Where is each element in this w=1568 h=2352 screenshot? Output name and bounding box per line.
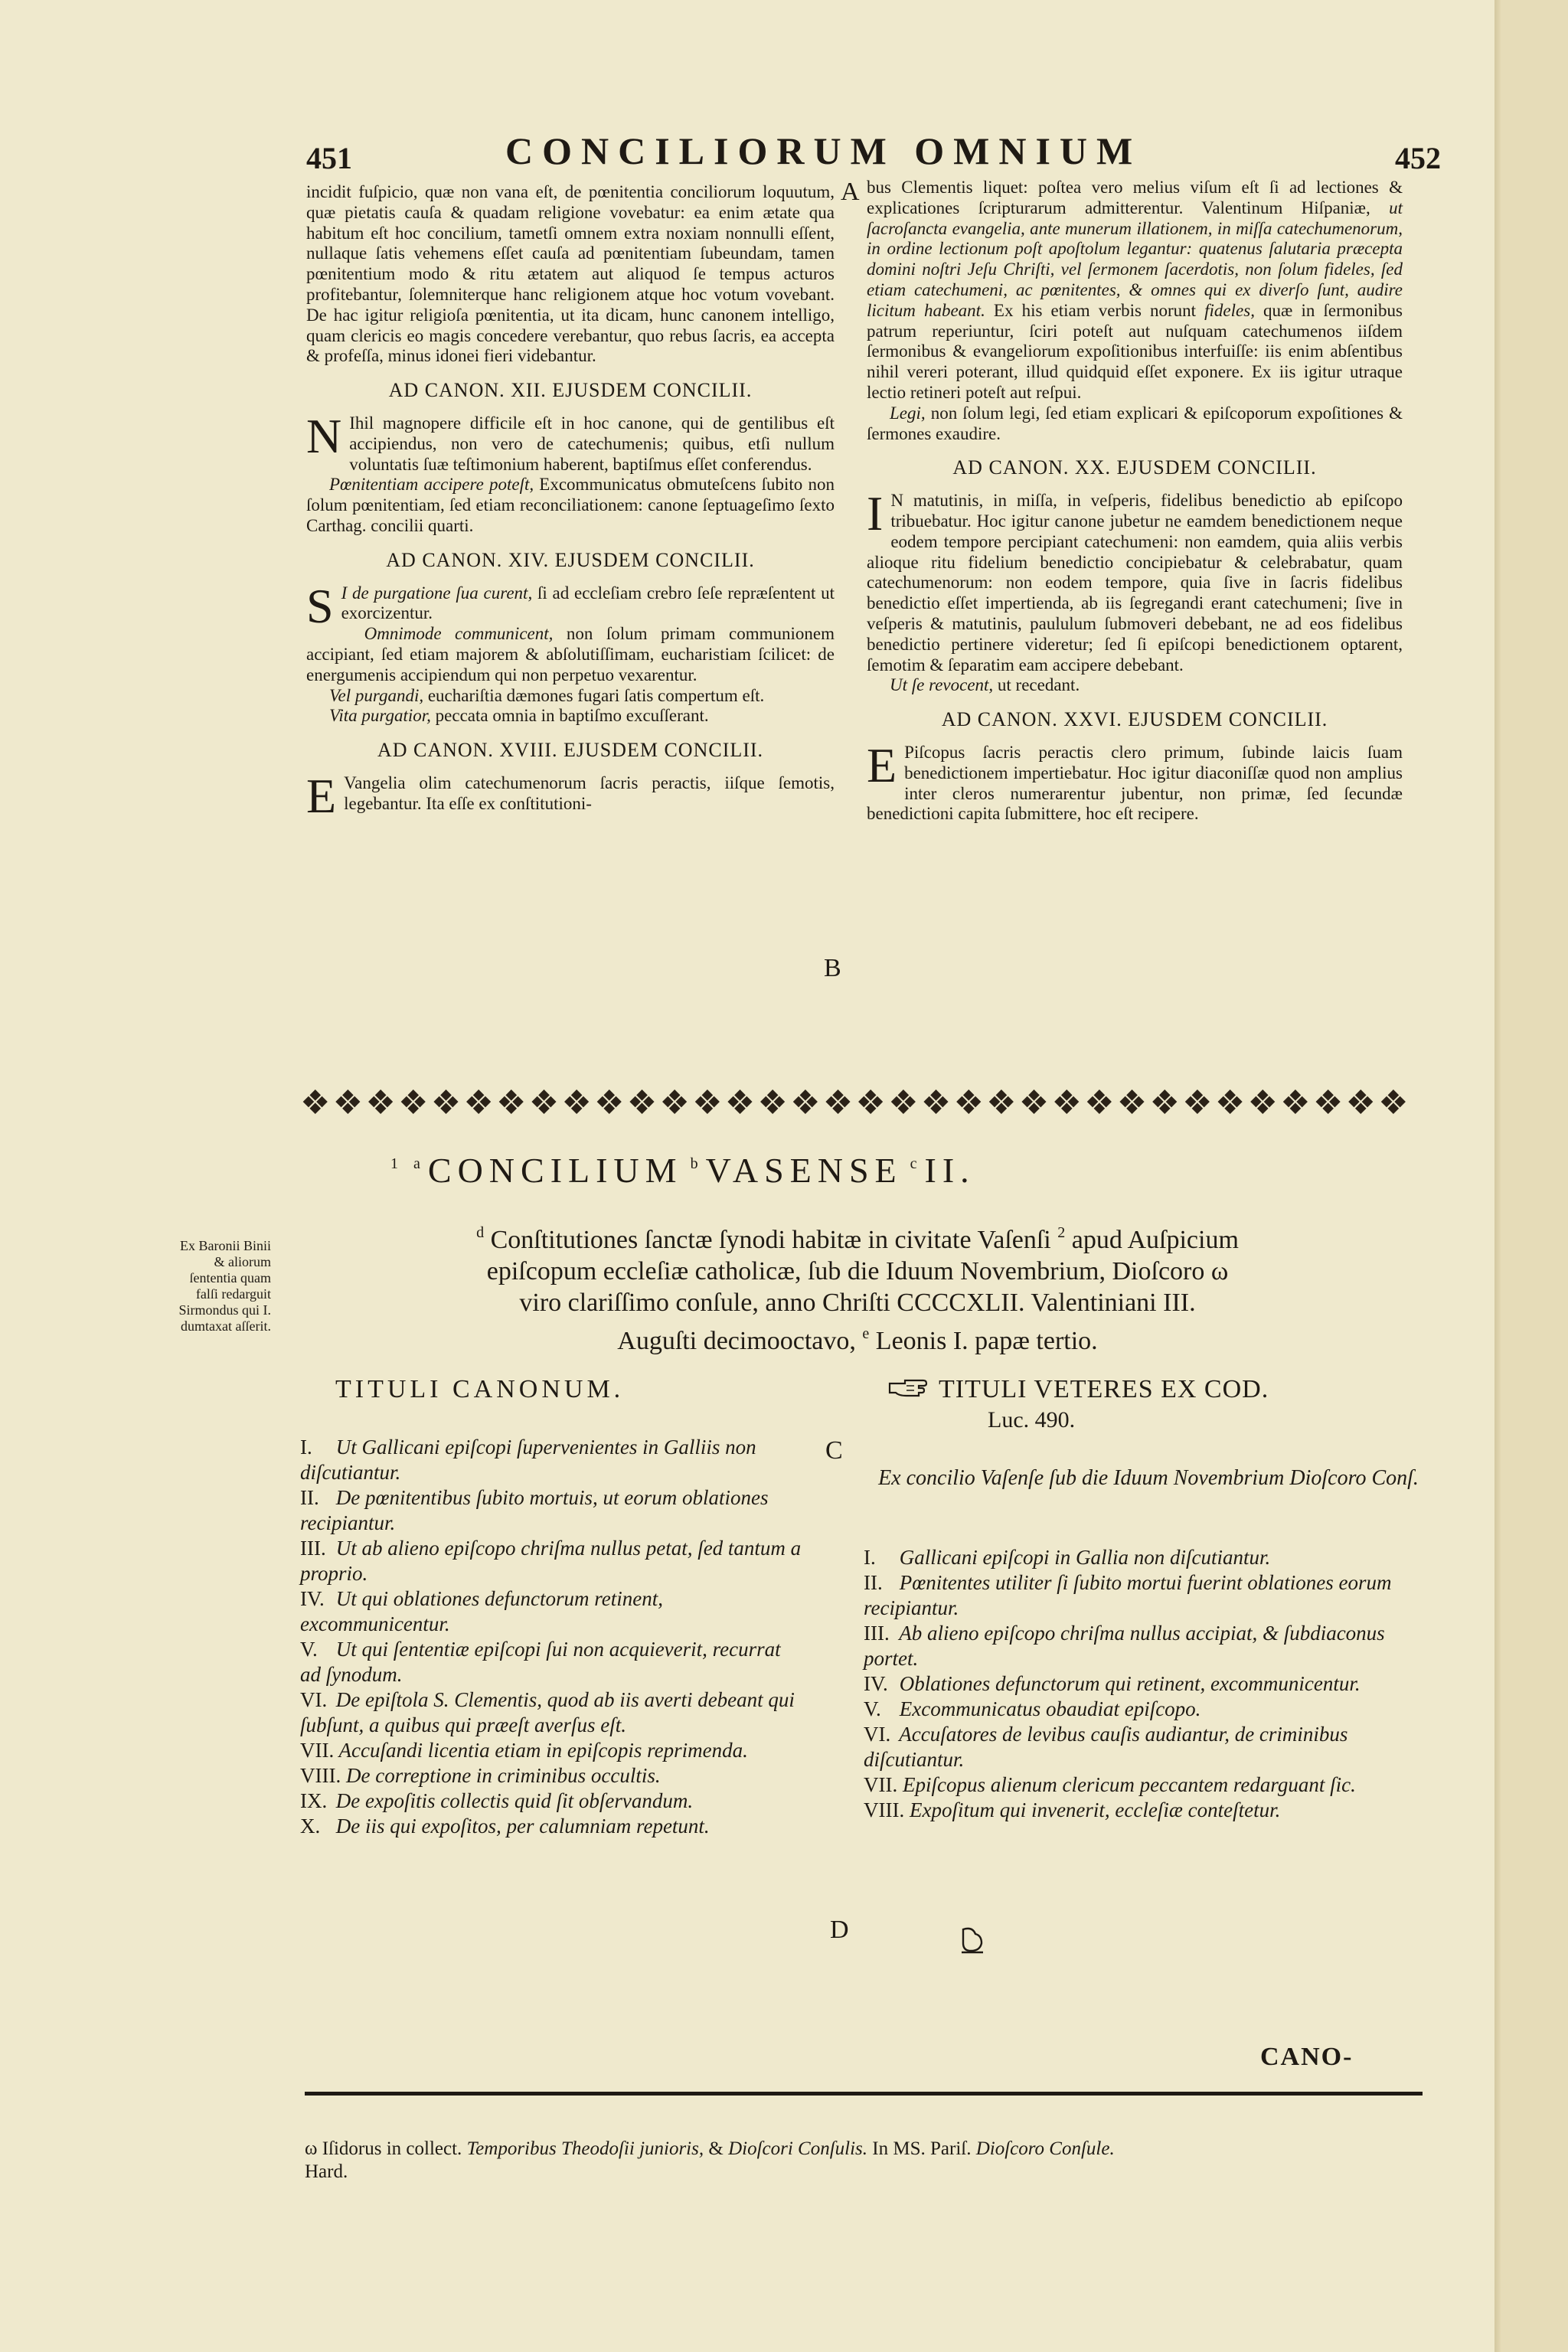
ornament-icon: ❖ <box>496 1084 527 1122</box>
running-title: CONCILIORUM OMNIUM <box>505 129 1142 172</box>
ornament-icon: ❖ <box>1116 1084 1148 1122</box>
title-item <box>300 1485 805 1536</box>
title-numeral: IX. <box>300 1789 328 1812</box>
paragraph: non ſolum legi, ſed etiam explicari & epiſcoporum expoſitiones & ſermones exaudire. <box>867 403 1403 443</box>
ornament-icon: ❖ <box>822 1084 854 1122</box>
council-title <box>383 1150 975 1191</box>
title-text: Gallicani epiſcopi in Gallia non diſcutiantur. <box>899 1546 1271 1569</box>
page-number-right: 452 <box>1395 141 1441 175</box>
paragraph: Excommunicatus obmuteſcens ſubito non ſolum pœnitentiam, ſed etiam reconciliationem: canone ſeptuageſimo ſexto Carthag. concilii quarti. <box>306 475 835 535</box>
ornament-icon: ❖ <box>1280 1084 1311 1122</box>
drop-cap: S <box>306 578 334 633</box>
footnote-ref: b <box>690 1155 698 1172</box>
margin-letter-a: A <box>841 178 860 206</box>
lemma: Legi, <box>890 403 926 423</box>
ornament-icon: ❖ <box>757 1084 788 1122</box>
page-number-left: 451 <box>306 141 352 175</box>
footnote-author: Hard. <box>305 2161 348 2182</box>
title-numeral: VII. <box>864 1773 898 1796</box>
ornament-icon: ❖ <box>1378 1084 1409 1122</box>
title-numeral: V. <box>300 1638 318 1661</box>
title-text: De expoſitis collectis quid ſit obſervandum. <box>335 1789 694 1812</box>
footnote-ref: c <box>910 1155 917 1172</box>
ornament-icon: ❖ <box>1084 1084 1115 1122</box>
title-item <box>864 1570 1407 1621</box>
tituli-veteres-heading <box>888 1375 1269 1406</box>
lemma: Vita purgatior, <box>329 706 431 726</box>
title-text: Ut qui oblationes defunctorum retinent, excommunicentur. <box>300 1587 663 1635</box>
council-title-word: CONCILIUM <box>427 1151 683 1190</box>
title-text: Ab alieno epiſcopo chriſma nullus accipiat, & ſubdiaconus portet. <box>864 1622 1385 1670</box>
title-numeral: VIII. <box>300 1764 341 1787</box>
facing-page-edge <box>1501 0 1568 2352</box>
subtitle-line: apud Auſpicium <box>1065 1226 1239 1254</box>
ornament-band <box>300 1084 1409 1122</box>
paragraph: Vangelia olim catechumenorum ſacris peractis, iiſque ſemotis, legebantur. Ita eſſe ex conſtitutioni- <box>344 773 835 813</box>
title-item <box>864 1722 1407 1772</box>
ornament-icon: ❖ <box>1247 1084 1278 1122</box>
ornament-icon: ❖ <box>1345 1084 1376 1122</box>
paragraph: Ex his etiam verbis norunt <box>985 300 1205 320</box>
title-numeral: VI. <box>864 1723 891 1746</box>
paragraph: Ihil magnopere difficile eſt in hoc canone, qui de gentilibus eſt accipiendus, non vero de catechumenis; quibus, etſi nullum voluntatis ſuæ teſtimonium haberent, baptiſmus eſſet conferendus. <box>349 413 835 474</box>
footnote-ref: d <box>476 1224 485 1241</box>
ornament-icon: ❖ <box>920 1084 952 1122</box>
ornament-icon: ❖ <box>953 1084 984 1122</box>
ornament-icon: ❖ <box>692 1084 723 1122</box>
title-text: Oblationes defunctorum qui retinent, excommunicentur. <box>899 1672 1361 1695</box>
title-numeral: X. <box>300 1815 321 1838</box>
ornament-icon: ❖ <box>332 1084 364 1122</box>
title-text: Epiſcopus alienum clericum peccantem redarguant ſic. <box>902 1773 1356 1796</box>
ornament-icon: ❖ <box>398 1084 429 1122</box>
section-heading: AD CANON. XII. EJUSDEM CONCILII. <box>388 379 753 402</box>
title-numeral: IV. <box>300 1587 325 1610</box>
paragraph: quæ in ſermonibus patrum reperiuntur, ſciri poteſt aut nuſquam catechumenos iiſdem ſermonibus & evangeliorum expoſitionibus interfuiſſe: iis enim abſentibus nihil vereri poterant, illud quidquid eſſet exponere. Ex iis igitur utraque lectio retineri poteſt aut reſpui. <box>867 300 1403 402</box>
margin-letter-d: D <box>830 1916 849 1944</box>
pointing-hand-icon <box>888 1377 928 1406</box>
title-text: Expoſitum qui invenerit, eccleſiæ conteſtetur. <box>909 1798 1281 1821</box>
footnote-text: & <box>704 2138 729 2159</box>
paragraph: euchariſtia dæmones fugari ſatis compertum eſt. <box>423 685 765 705</box>
section-heading: AD CANON. XX. EJUSDEM CONCILII. <box>952 456 1317 479</box>
footnote-ref: a <box>413 1155 420 1172</box>
council-subtitle <box>314 1217 1401 1357</box>
title-numeral: VIII. <box>864 1798 905 1821</box>
title-text: Pœnitentes utiliter ſi ſubito mortui fuerint oblationes eorum recipiantur. <box>864 1571 1392 1619</box>
ornament-icon: ❖ <box>659 1084 690 1122</box>
title-numeral: III. <box>300 1537 326 1560</box>
subtitle-line: Conſtitutiones ſanctæ ſynodi habitæ in civitate Vaſenſi <box>490 1226 1051 1254</box>
ornament-icon: ❖ <box>1051 1084 1082 1122</box>
drop-cap: N <box>306 408 342 463</box>
paragraph: N matutinis, in miſſa, in veſperis, fidelibus benedictio ab epiſcopo tribuebatur. Hoc igitur canone jubetur ne eamdem benedictionem neque eodem tempore percipiant catechumeni: non eamdem, quia aliis verbis alioque ritu fidelium benedictio concipiebatur & celebrabatur, quam catechumenorum: non eodem tempore, quia ſive in ſacris fidelibus benedictio eſſet impertienda, ab iis ſegregandi erant catechumeni; ſive in veſperis & matutinis, paululum ſubmoveri debebant, ne ad eos fidelibus benedictio pertinere videretur; ſed ſi epiſcopi benedictionem optarent, ſemotim & ſeparatim eam accipere debebant. <box>867 491 1403 675</box>
title-text: De correptione in criminibus occultis. <box>345 1764 661 1787</box>
codex-reference: Luc. 490. <box>988 1407 1076 1432</box>
left-column <box>306 182 835 823</box>
paragraph: incidit fuſpicio, quæ non vana eſt, de pœnitentia conciliorum loquutum, quæ pietatis cauſa & quadam religione vovebatur: ea enim ætate qua habitum eſt hoc concilium, tametſi omnem extra noxiam nonnulli eſſent, nullaque ſatis vehemens eſſet cauſa ad pœnitentiam ſubeundam, tamen pœnitentium modo & ritu ætatem aut aliquod ſe tempus acturos profitebantur, ſolemniterque hanc religionem atque hoc votum vovebant. De hac igitur religioſa pœnitentia, ut ita dicam, hunc canonem intelligo, quam clericis eo magis concedere verebantur, quo rebus ſacris, ea accepta & profeſſa, minus idonei fieri videbantur. <box>306 182 835 366</box>
margin-letter-b: B <box>824 954 841 982</box>
title-item <box>300 1763 805 1788</box>
title-numeral: IV. <box>864 1672 888 1695</box>
footnote <box>305 2138 1115 2184</box>
footnote-ref: 1 <box>390 1155 398 1172</box>
fist-ornament-icon <box>959 1925 986 1959</box>
section-heading: AD CANON. XIV. EJUSDEM CONCILII. <box>386 548 755 571</box>
drop-cap: E <box>867 737 897 792</box>
lemma: I de purgatione ſua curent, <box>341 583 533 603</box>
lemma: fideles, <box>1204 300 1255 320</box>
ornament-icon: ❖ <box>463 1084 494 1122</box>
footnote-ref: e <box>862 1325 870 1342</box>
ornament-icon: ❖ <box>1214 1084 1246 1122</box>
title-item <box>864 1671 1407 1697</box>
title-item <box>300 1435 805 1485</box>
ornament-icon: ❖ <box>790 1084 821 1122</box>
right-column <box>867 178 1403 825</box>
footnote-ref: 2 <box>1057 1224 1066 1241</box>
title-text: Accuſatores de levibus cauſis audiantur, de criminibus diſcutiantur. <box>864 1723 1348 1771</box>
lemma: Ut ſe revocent, <box>890 675 994 695</box>
ornament-icon: ❖ <box>594 1084 625 1122</box>
paragraph: Piſcopus ſacris peractis clero primum, ſubinde laicis ſuam benedictionem impertiebatur. Hoc igitur diaconiſſæ quod non amplius inter cleros numerarentur jubentur, non primæ, ſed ſecundæ benedictioni capita ſubmittere, hoc eſt recipere. <box>867 742 1403 824</box>
codex-intro: Ex concilio Vaſenſe ſub die Iduum Novembrium Dioſcoro Conſ. <box>878 1466 1419 1490</box>
heading-text: TITULI VETERES EX COD. <box>939 1375 1269 1403</box>
title-item <box>300 1637 805 1687</box>
paragraph: bus Clementis liquet: poſtea vero melius viſum eſt ſi ad lectiones & explicationes ſcripturarum admitterentur. Valentinum Hiſpaniæ, <box>867 178 1403 217</box>
lemma: Omnimode communicent, <box>364 624 554 644</box>
title-text: Ut qui ſententiæ epiſcopi ſui non acquieverit, recurrat ad ſynodum. <box>300 1638 781 1686</box>
section-heading: AD CANON. XXVI. EJUSDEM CONCILII. <box>941 708 1328 731</box>
tituli-veteres-list <box>864 1545 1407 1823</box>
ornament-icon: ❖ <box>1149 1084 1180 1122</box>
title-item <box>300 1814 805 1839</box>
title-numeral: I. <box>300 1436 312 1459</box>
title-item <box>864 1621 1407 1671</box>
title-numeral: VI. <box>300 1688 328 1711</box>
paragraph: peccata omnia in baptiſmo excuſſerant. <box>430 706 709 726</box>
lemma: Pœnitentiam accipere poteſt, <box>329 475 534 495</box>
ornament-icon: ❖ <box>430 1084 462 1122</box>
footnote-mark: ω <box>305 2138 318 2159</box>
title-item <box>300 1738 805 1763</box>
quotation: ut ſacroſancta evangelia, ante munerum illationem, in miſſa catechumenorum, in ordine lectionum poſt apoſtolum legantur: quatenus ſalutaria præcepta domini noſtri Jeſu Chriſti, vel ſermonem ſacerdotis, non ſolum fideles, ſed etiam catechumeni, ac pœnitentes, & omnes qui ex diverſo ſunt, audire licitum habeant. <box>867 198 1403 320</box>
margin-letter-c: C <box>825 1436 843 1465</box>
catchword: CANO- <box>1260 2043 1354 2071</box>
margin-note: Ex Baronii Binii & aliorum ſententia quam falſi redarguit Sirmondus qui I. dumtaxat aſſerit. <box>178 1238 271 1334</box>
title-numeral: II. <box>864 1571 883 1594</box>
ornament-icon: ❖ <box>626 1084 658 1122</box>
title-numeral: II. <box>300 1486 319 1509</box>
title-item <box>300 1788 805 1814</box>
section-heading: AD CANON. XVIII. EJUSDEM CONCILII. <box>377 739 764 762</box>
footnote-text: In MS. Pariſ. <box>867 2138 976 2159</box>
title-text: De pœnitentibus ſubito mortuis, ut eorum oblationes recipiantur. <box>300 1486 769 1534</box>
ornament-icon: ❖ <box>1182 1084 1213 1122</box>
title-text: Excommunicatus obaudiat epiſcopo. <box>899 1697 1201 1720</box>
title-text: Ut Gallicani epiſcopi ſupervenientes in Galliis non diſcutiantur. <box>300 1436 756 1484</box>
title-item <box>300 1536 805 1586</box>
ornament-icon: ❖ <box>528 1084 560 1122</box>
ornament-icon: ❖ <box>561 1084 592 1122</box>
lemma: Vel purgandi, <box>329 685 424 705</box>
subtitle-line: Leonis I. papæ tertio. <box>869 1327 1098 1355</box>
footnote-rule <box>305 2092 1423 2096</box>
title-numeral: I. <box>864 1546 876 1569</box>
drop-cap: E <box>306 768 337 823</box>
council-number: II. <box>924 1151 975 1190</box>
ornament-icon: ❖ <box>365 1084 396 1122</box>
footnote-text: Temporibus Theodoſii junioris, <box>466 2138 704 2159</box>
footnote-text: Dioſcoro Conſule. <box>975 2138 1115 2159</box>
ornament-icon: ❖ <box>986 1084 1017 1122</box>
title-numeral: III. <box>864 1622 890 1645</box>
title-item <box>300 1687 805 1738</box>
subtitle-line: Auguſti decimooctavo, <box>617 1327 863 1355</box>
subtitle-line: viro clariſſimo conſule, anno Chriſti CCCCXLII. Valentiniani III. <box>519 1289 1196 1317</box>
title-item <box>864 1697 1407 1722</box>
title-text: Ut ab alieno epiſcopo chriſma nullus petat, ſed tantum a proprio. <box>300 1537 802 1585</box>
ornament-icon: ❖ <box>1018 1084 1050 1122</box>
paragraph: non ſolum primam communionem accipiant, ſed etiam majorem & abſolutiſſimam, eucharistiam ſcilicet: de energumenis accipiendum qui non perpetuo vexarentur. <box>306 624 835 684</box>
council-title-word: VASENSE <box>705 1151 903 1190</box>
title-item <box>864 1772 1407 1798</box>
subtitle-line: epiſcopum eccleſiæ catholicæ, ſub die Iduum Novembrium, Dioſcoro ω <box>486 1257 1229 1285</box>
tituli-canonum-list <box>300 1435 805 1839</box>
ornament-icon: ❖ <box>855 1084 886 1122</box>
paragraph: ſi ad eccleſiam crebro ſeſe repræſentent ut exorcizentur. <box>341 583 835 623</box>
ornament-icon: ❖ <box>1312 1084 1344 1122</box>
ornament-icon: ❖ <box>300 1084 331 1122</box>
title-item <box>864 1545 1407 1570</box>
title-text: Accuſandi licentia etiam in epiſcopis reprimenda. <box>338 1739 748 1762</box>
footnote-text: Dioſcori Conſulis. <box>728 2138 868 2159</box>
title-numeral: VII. <box>300 1739 335 1762</box>
title-item <box>300 1586 805 1637</box>
ornament-icon: ❖ <box>724 1084 756 1122</box>
drop-cap: I <box>867 486 884 541</box>
title-numeral: V. <box>864 1697 881 1720</box>
title-text: De iis qui expoſitos, per calumniam repetunt. <box>335 1815 710 1838</box>
title-text: De epiſtola S. Clementis, quod ab iis averti debeant qui ſubſunt, a quibus qui præeſt averſus eſt. <box>300 1688 795 1736</box>
tituli-canonum-heading: TITULI CANONUM. <box>335 1375 625 1403</box>
ornament-icon: ❖ <box>888 1084 919 1122</box>
footnote-text: Iſidorus in collect. <box>317 2138 467 2159</box>
paragraph: ut recedant. <box>993 675 1080 695</box>
title-item <box>864 1798 1407 1823</box>
